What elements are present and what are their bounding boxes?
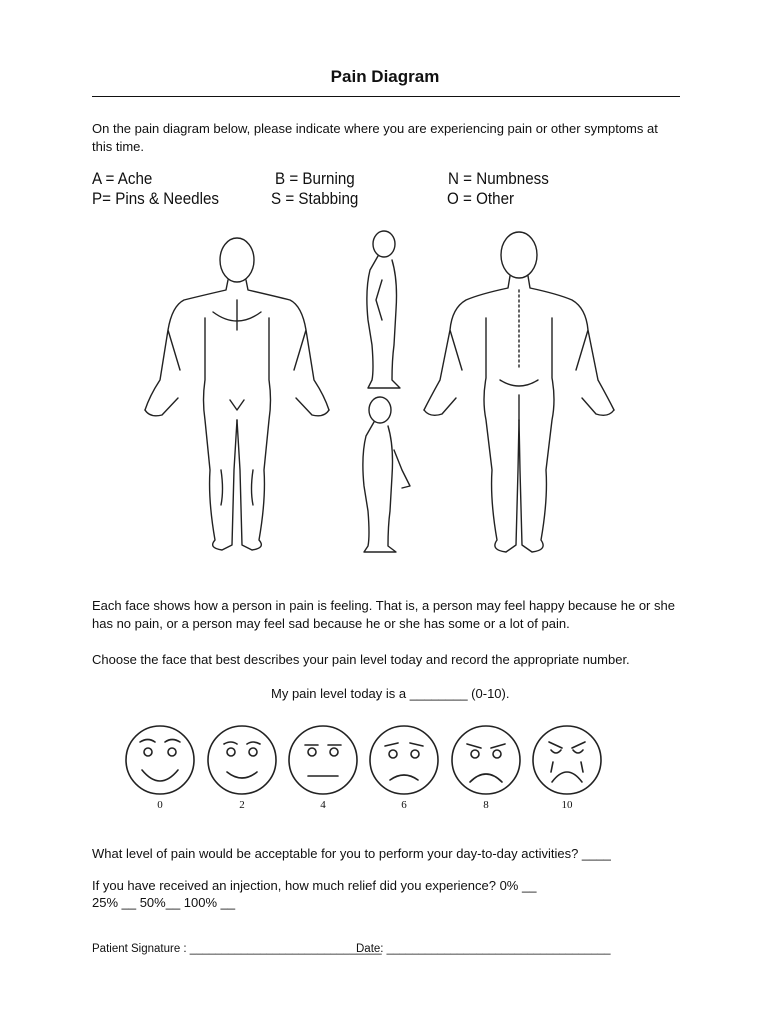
face-label-0: 0: [157, 799, 163, 811]
faces-description: Each face shows how a person in pain is feeling. That is, a person may feel happy because he or she has no pain, or a person may feel sad because he or she has some or a lot of pain.: [92, 598, 675, 631]
face-0-icon[interactable]: [126, 726, 194, 794]
face-label-2: 2: [239, 799, 245, 811]
patient-signature-field[interactable]: Patient Signature : ______________________________: [92, 943, 382, 955]
acceptable-pain-question: What level of pain would be acceptable for you to perform your day-to-day activities? ____: [92, 846, 611, 861]
face-10-icon[interactable]: [533, 726, 601, 794]
face-label-6: 6: [401, 799, 407, 811]
choose-instruction: Choose the face that best describes your pain level today and record the appropriate number.: [92, 652, 630, 667]
date-field[interactable]: Date: ___________________________________: [356, 943, 611, 955]
legend-burning: B = Burning: [275, 170, 355, 188]
face-6-icon[interactable]: [370, 726, 438, 794]
injection-relief-question: If you have received an injection, how much relief did you experience? 0% __: [92, 878, 537, 893]
page-title: Pain Diagram: [330, 67, 440, 86]
pain-level-prompt: My pain level today is a ________ (0-10).: [271, 686, 510, 701]
legend-ache: A = Ache: [92, 170, 153, 188]
injection-relief-options: 25% __ 50%__ 100% __: [92, 895, 236, 910]
face-2-icon[interactable]: [208, 726, 276, 794]
legend-other: O = Other: [447, 190, 515, 208]
legend-numbness: N = Numbness: [448, 170, 549, 188]
face-4-icon[interactable]: [289, 726, 357, 794]
legend-stabbing: S = Stabbing: [271, 190, 359, 208]
face-8-icon[interactable]: [452, 726, 520, 794]
legend-pins-needles: P= Pins & Needles: [92, 190, 220, 208]
face-label-10: 10: [561, 799, 573, 811]
face-label-8: 8: [483, 799, 489, 811]
instruction-text: On the pain diagram below, please indicate where you are experiencing pain or other symptoms at this time.: [92, 121, 658, 154]
face-label-4: 4: [320, 799, 326, 811]
